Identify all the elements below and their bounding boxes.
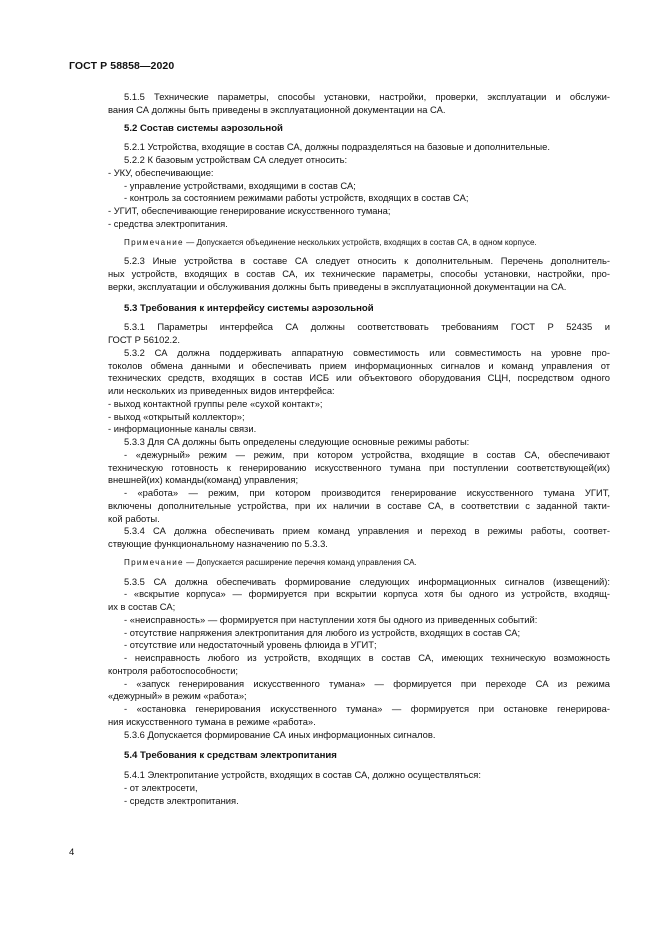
text-line: токолов обмена данными и обеспечивать прием информационных сигналов и команд управления от — [108, 359, 610, 371]
page-number: 4 — [69, 847, 75, 858]
text-line: 5.3.6 Допускается формирование СА иных информационных сигналов. — [124, 728, 436, 740]
text-line: 5.1.5 Технические параметры, способы установки, настройки, проверки, эксплуатации и обслужи- — [124, 91, 610, 102]
list-item: - средств электропитания. — [124, 794, 239, 806]
text-line: 5.3.4 СА должна обеспечивать прием команд управления и переход в режимы работы, соответ- — [124, 525, 610, 537]
note-label: Примечание — [124, 237, 184, 247]
text-line: контроля работоспособности; — [108, 664, 239, 676]
text-line: или нескольких из приведенных видов интерфейса: — [108, 385, 335, 396]
list-item: - средства электропитания. — [108, 217, 228, 229]
text-line: техническую готовность к генерированию искусственного тумана при поступлении соответствующей(их) — [108, 461, 610, 473]
section-heading: 5.2 Состав системы аэрозольной — [124, 122, 283, 134]
section-heading: 5.3 Требования к интерфейсу системы аэрозольной — [124, 302, 374, 314]
list-item: - УКУ, обеспечивающие: — [108, 166, 214, 178]
list-item: - выход «открытый коллектор»; — [108, 410, 245, 422]
note — [108, 557, 610, 570]
text-line: 5.4.1 Электропитание устройств, входящих в состав СА, должно осуществляться: — [124, 769, 481, 780]
note-label: Примечание — [124, 557, 184, 567]
list-item: - «запуск генерирования искусственного тумана» — формируется при переходе СА из режима — [124, 677, 610, 689]
list-item: - отсутствие или недостаточный уровень флюида в УГИТ; — [124, 639, 377, 651]
list-item: - «неисправность» — формируется при наступлении хотя бы одного из приведенных событий: — [124, 613, 538, 625]
list-item: - неисправность любого из устройств, входящих в состав СА, имеющих техническую возможность — [124, 652, 610, 663]
text-line: 5.2.2 К базовым устройствам СА следует относить: — [124, 154, 348, 165]
note — [108, 237, 610, 250]
section-heading: 5.4 Требования к средствам электропитания — [124, 750, 337, 762]
text-line: ния искусственного тумана в режиме «работа». — [108, 715, 316, 727]
text-line: включены дополнительные устройства, при их наличии в составе СА, в соответствии с заданной такти- — [108, 499, 610, 511]
text-line: 5.3.2 СА должна поддерживать аппаратную совместимость или совместимость на уровне про- — [124, 346, 610, 358]
page-body — [108, 91, 610, 807]
document-header: ГОСТ Р 58858—2020 — [69, 60, 175, 72]
text-line: «дежурный» в режим «работа»; — [108, 690, 247, 702]
text-line: 5.2.3 Иные устройства в составе СА следует относить к дополнительным. Перечень дополнитель- — [124, 255, 610, 267]
list-item: - УГИТ, обеспечивающие генерирование искусственного тумана; — [108, 205, 391, 216]
list-item: - информационные каналы связи. — [108, 423, 257, 435]
text-line: 5.3.5 СА должна обеспечивать формирование следующих информационных сигналов (извещений): — [124, 575, 610, 587]
list-item: - управление устройствами, входящими в состав СА; — [124, 179, 356, 191]
list-item: - контроль за состоянием режимами работы устройств, входящих в состав СА; — [124, 192, 469, 204]
list-item: - «остановка генерирования искусственного тумана» — формируется при остановке генерирова- — [124, 703, 610, 714]
text-line: ствующие функциональному назначению по 5.3.3. — [108, 538, 328, 549]
note-text: — Допускается объединение нескольких устройств, входящих в состав СА, в одном корпусе. — [183, 237, 537, 247]
text-line: внешней(их) команды(команд) управления; — [108, 474, 299, 486]
list-item: - выход контактной группы реле «сухой контакт»; — [108, 397, 323, 409]
text-line: технических средств, входящих в состав ИСБ или объектового оборудования СЦН, посредством одного — [108, 372, 610, 384]
list-item: - «работа» — режим, при котором производится генерирование искусственного тумана УГИТ, — [124, 487, 610, 498]
list-item: - отсутствие напряжения электропитания для любого из устройств, входящих в состав СА; — [124, 626, 521, 638]
text-line: кой работы. — [108, 512, 160, 524]
text-line: вания СА должны быть приведены в эксплуатационной документации на СА. — [108, 103, 446, 115]
text-line: 5.2.1 Устройства, входящие в состав СА, должны подразделяться на базовые и дополнительные. — [124, 141, 550, 153]
list-item: - от электросети, — [124, 781, 198, 793]
list-item: - «вскрытие корпуса» — формируется при вскрытии корпуса хотя бы одного из устройств, входящ- — [124, 588, 610, 600]
text-line: верки, эксплуатации и обслуживания должны быть приведены в эксплуатационной документации на СА. — [108, 280, 567, 292]
text-line: их в состав СА; — [108, 601, 176, 612]
text-line: 5.3.1 Параметры интерфейса СА должны соответствовать требованиям ГОСТ Р 52435 и — [124, 321, 610, 333]
text-line: 5.3.3 Для СА должны быть определены следующие основные режимы работы: — [124, 436, 470, 447]
text-line: ных устройств, входящих в состав СА, их технические параметры, способы установки, настройки, про- — [108, 268, 610, 279]
note-text: — Допускается расширение перечня команд управления СА. — [183, 557, 417, 567]
list-item: - «дежурный» режим — режим, при котором устройства, входящие в состав СА, обеспечивают — [124, 448, 610, 460]
text-line: ГОСТ Р 56102.2. — [108, 334, 180, 345]
